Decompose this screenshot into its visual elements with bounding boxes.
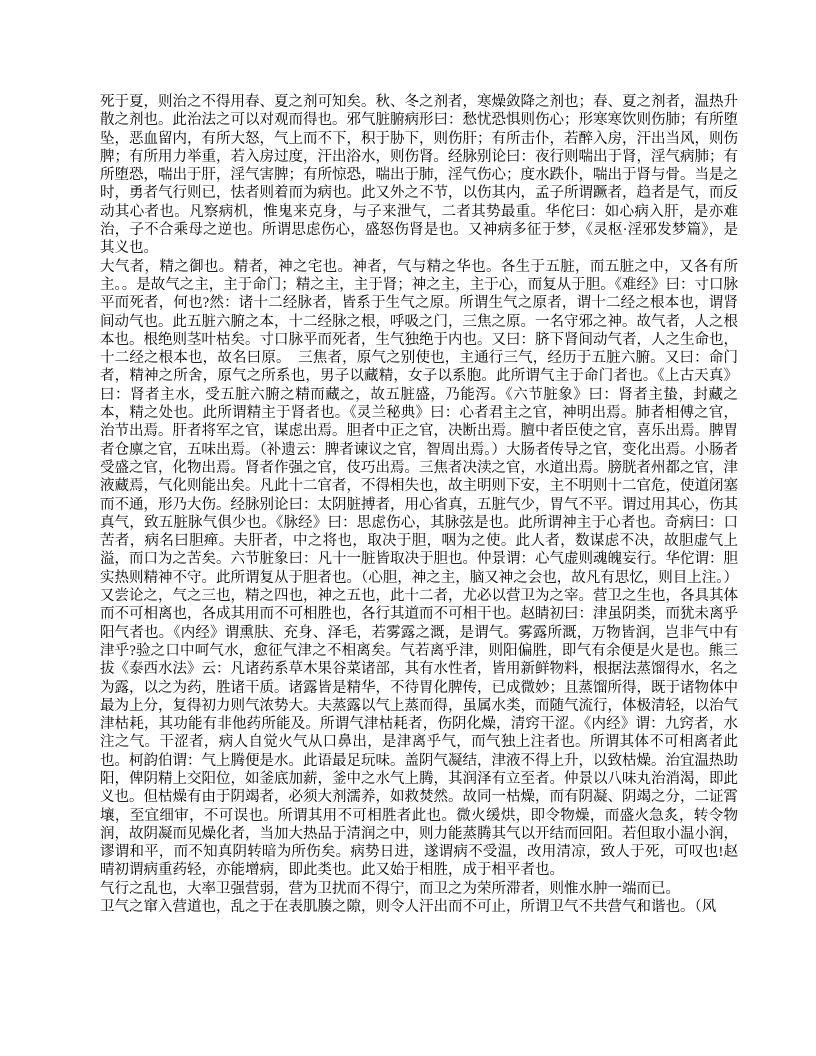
paragraph-3: 气行之乱也，大率卫强营弱，营为卫扰而不得宁，而卫之为荣所滞者，则惟水肿一端而已。: [100, 880, 680, 897]
paragraph-4: 卫气之窜入营道也，乱之于在表肌腠之隙，则令人汗出而不可止，所谓卫气不共营气和谐也。（风: [100, 899, 717, 916]
paragraph-1: 死于夏，则治之不得用春、夏之剂可知矣。秋、冬之剂者，寒燥敛降之剂也；春、夏之剂者，温热升散之剂也。此治法之可以对观而得也。邪气脏腑病形曰：愁忧恐惧则伤心；形寒寒饮则伤肺；有所堕坠，恶血留内，有所大怒，气上而不下，积于胁下，则伤肝；有所击仆，若醉入房，汗出当风，则伤脾；有所用力举重，若入房过度，汗出浴水，则伤肾。经脉别论曰：夜行则喘出于肾，淫气病肺；有所堕恐，喘出于肝，淫气害脾；有所惊恐，喘出于肺，淫气伤心；度水跌仆，喘出于肾与骨。当是之时，勇者气行则已，怯者则着而为病也。此又外之不节，以伤其内，孟子所谓蹶者，趋者是气，而反动其心者也。凡察病机，惟鬼来克身，与子来泄气，二者其势最重。华佗曰：如心病入肝，是亦难治，子不合乘母之逆也。所谓思虑伤心，盛怒伤肾是也。又神病多征于梦，《灵枢·淫邪发梦篇》，是其义也。: [100, 94, 738, 257]
text-body: [100, 93, 738, 916]
paragraph-2: 大气者，精之御也。精者，神之宅也。神者，气与精之华也。各生于五脏，而五脏之中，又各有所主。。是故气之主，主于命门；精之主，主于肾；神之主，主于心，而复从于胆。《难经》曰：寸口脉平而死者，何也?然：诸十二经脉者，皆系于生气之原。所谓生气之原者，谓十二经之根本也，谓肾间动气也。此五脏六腑之本，十二经脉之根，呼吸之门，三焦之原。一名守邪之神。故气者，人之根本也。根绝则茎叶枯矣。寸口脉平而死者，生气独绝于内也。又曰：脐下肾间动气者，人之生命也，十二经之根本也，故名曰原。 三焦者，原气之别使也，主通行三气，经历于五脏六腑。又曰：命门者，精神之所舍，原气之所系也，男子以藏精，女子以系胞。此所谓气主于命门者也。《上古天真》曰：肾者主水，受五脏六腑之精而藏之，故五脏盛，乃能泻。《六节脏象》曰：肾者主蛰，封藏之本，精之处也。此所谓精主于肾者也。《灵兰秘典》曰：心者君主之官，神明出焉。肺者相傅之官，治节出焉。肝者将军之官，谋虑出焉。胆者中正之官，决断出焉。膻中者臣使之官，喜乐出焉。脾胃者仓廪之官，五味出焉。（补遗云：脾者谏议之官，智周出焉。）大肠者传导之官，变化出焉。小肠者受盛之官，化物出焉。肾者作强之官，伎巧出焉。三焦者决渎之官，水道出焉。膀胱者州都之官，津液藏焉，气化则能出矣。凡此十二官者，不得相失也，故主明则下安，主不明则十二官危，使道闭塞而不通，形乃大伤。经脉别论曰：太阴脏搏者，用心省真，五脏气少，胃气不平。谓过用其心，伤其真气，致五脏脉气俱少也。《脉经》曰：思虑伤心，其脉弦是也。此所谓神主于心者也。奇病曰：口苦者，病名曰胆瘅。夫肝者，中之将也，取决于胆，咽为之使。此人者，数谋虑不决，故胆虚气上溢，而口为之苦矣。六节脏象曰：凡十一脏皆取决于胆也。仲景谓：心气虚则魂魄妄行。华佗谓：胆实热则精神不守。此所谓复从于胆者也。（心胆，神之主，脑又神之会也，故凡有思忆，则目上注。）又尝论之，气之三也，精之四也，神之五也，此十二者，尤必以营卫为之宰。营卫之生也，各具其体而不可相离也，各成其用而不可相胜也，各行其道而不可相干也。赵睛初曰：津虽阴类，而犹未离乎阳气者也。《内经》谓熏肤、充身、泽毛，若雾露之溉，是谓气。雾露所溉，万物皆润，岂非气中有津乎?验之口中呵气水，愈征气津之不相离矣。气若离乎津，则阳偏胜，即气有余便是火是也。熊三拔《泰西水法》云：凡诸药系草木果谷菜诸部，其有水性者，皆用新鲜物料，根据法蒸馏得水，名之为露，以之为药，胜诸干质。诸露皆是精华，不待胃化脾传，已成微妙；且蒸馏所得，既于诸物体中最为上分，复得初力则气浓势大。夫蒸露以气上蒸而得，虽属水类，而随气流行，体极清轻，以治气津枯耗，其功能有非他药所能及。所谓气津枯耗者，伤阴化燥，清窍干涩。《内经》谓：九窍者，水注之气。干涩者，病人自觉火气从口鼻出，是津离乎气，而气独上注者也。所谓其体不可相离者此也。柯韵伯谓：气上腾便是水。此语最足玩味。盖阴气凝结，津液不得上升，以致枯燥。治宜温热助阳，俾阴精上交阳位，如釜底加薪，釜中之水气上腾，其润泽有立至者。仲景以八味丸治消渴，即此义也。但枯燥有由于阴竭者，必须大剂濡养，如救焚然。故同一枯燥，而有阴凝、阴竭之分，二证霄壤，至宜细审，不可误也。所谓其用不可相胜者此也。微火缓烘，即令物燥，而盛火急炙，转令物润，故阴凝而见燥化者，当加大热品于清润之中，则力能蒸腾其气以开结而回阳。若但取小温小润，谬谓和平，而不知真阴转暗为所伤矣。病势日进，遂谓病不受温，改用清凉，致人于死，可叹也!赵晴初谓病重药轻，亦能增病，即此类也。此又始于相胜，成于相平者也。: [100, 258, 738, 879]
